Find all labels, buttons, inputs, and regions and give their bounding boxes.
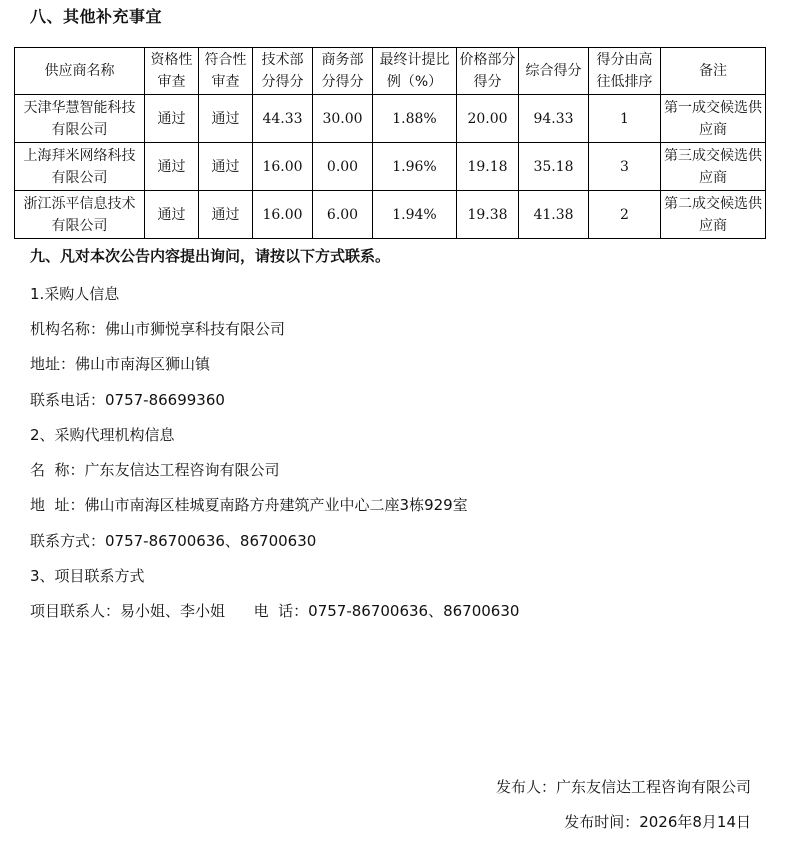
header-final-ratio: 最终计提比例（%）: [373, 48, 457, 95]
total-score-cell: 94.33: [519, 95, 589, 143]
header-rank: 得分由高往低排序: [589, 48, 661, 95]
agency-name: 名 称：广东友信达工程咨询有限公司: [30, 461, 280, 479]
final-ratio-cell: 1.88%: [373, 95, 457, 143]
header-remarks: 备注: [661, 48, 766, 95]
supplier-name-cell: 上海拜米网络科技有限公司: [15, 143, 145, 191]
business-score-cell: 30.00: [313, 95, 373, 143]
price-score-cell: 19.18: [457, 143, 519, 191]
total-score-cell: 35.18: [519, 143, 589, 191]
project-contact: 项目联系人：易小姐、李小姐 电 话：0757-86700636、86700630: [30, 602, 520, 620]
header-qualification-review: 资格性审查: [145, 48, 199, 95]
price-score-cell: 20.00: [457, 95, 519, 143]
qualification-cell: 通过: [145, 143, 199, 191]
remarks-cell: 第二成交候选供应商: [661, 191, 766, 239]
project-contact-heading: 3、项目联系方式: [30, 567, 145, 585]
publish-date: 发布时间：2026年8月14日: [564, 813, 751, 831]
table-row: [15, 191, 766, 239]
header-business-score: 商务部分得分: [313, 48, 373, 95]
evaluation-results-table: [14, 47, 766, 239]
compliance-cell: 通过: [199, 143, 253, 191]
table-header-row: [15, 48, 766, 95]
business-score-cell: 6.00: [313, 191, 373, 239]
publisher: 发布人：广东友信达工程咨询有限公司: [495, 778, 751, 796]
supplier-name-cell: 浙江泺平信息技术有限公司: [15, 191, 145, 239]
agency-address: 地 址：佛山市南海区桂城夏南路方舟建筑产业中心二座3栋929室: [30, 496, 468, 514]
compliance-cell: 通过: [199, 95, 253, 143]
header-compliance-review: 符合性审查: [199, 48, 253, 95]
agency-contact: 联系方式：0757-86700636、86700630: [30, 532, 317, 550]
section-9-heading: 九、凡对本次公告内容提出询问，请按以下方式联系。: [30, 247, 391, 265]
rank-cell: 2: [589, 191, 661, 239]
table-row: [15, 143, 766, 191]
header-total-score: 综合得分: [519, 48, 589, 95]
agency-info-heading: 2、采购代理机构信息: [30, 426, 175, 444]
qualification-cell: 通过: [145, 191, 199, 239]
rank-cell: 3: [589, 143, 661, 191]
technical-score-cell: 16.00: [253, 143, 313, 191]
supplier-name-cell: 天津华慧智能科技有限公司: [15, 95, 145, 143]
compliance-cell: 通过: [199, 191, 253, 239]
business-score-cell: 0.00: [313, 143, 373, 191]
section-8-heading: 八、其他补充事宜: [30, 7, 163, 26]
final-ratio-cell: 1.94%: [373, 191, 457, 239]
technical-score-cell: 44.33: [253, 95, 313, 143]
header-technical-score: 技术部分得分: [253, 48, 313, 95]
table-row: [15, 95, 766, 143]
price-score-cell: 19.38: [457, 191, 519, 239]
purchaser-phone: 联系电话：0757-86699360: [30, 391, 225, 409]
rank-cell: 1: [589, 95, 661, 143]
purchaser-address: 地址：佛山市南海区狮山镇: [30, 355, 211, 373]
header-price-score: 价格部分得分: [457, 48, 519, 95]
total-score-cell: 41.38: [519, 191, 589, 239]
purchaser-info-heading: 1.采购人信息: [30, 285, 120, 303]
purchaser-name: 机构名称：佛山市狮悦享科技有限公司: [30, 320, 286, 338]
qualification-cell: 通过: [145, 95, 199, 143]
remarks-cell: 第三成交候选供应商: [661, 143, 766, 191]
remarks-cell: 第一成交候选供应商: [661, 95, 766, 143]
final-ratio-cell: 1.96%: [373, 143, 457, 191]
header-supplier-name: 供应商名称: [15, 48, 145, 95]
technical-score-cell: 16.00: [253, 191, 313, 239]
